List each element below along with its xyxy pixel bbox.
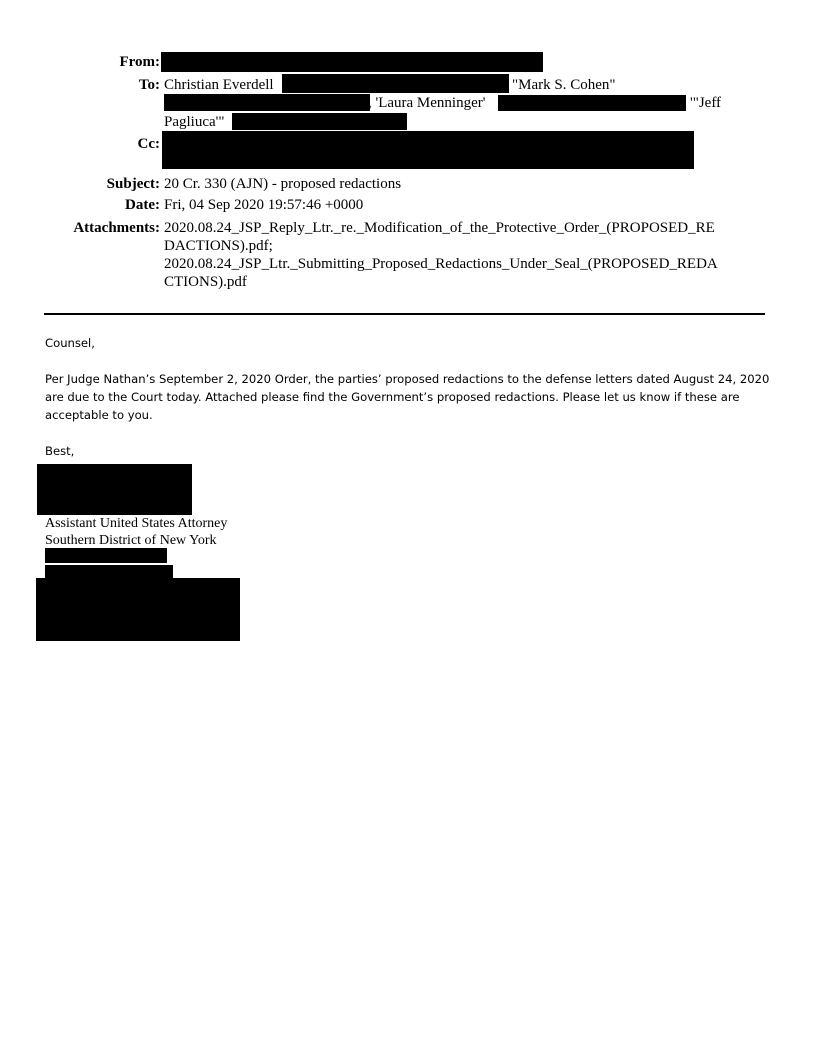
from-label: From: xyxy=(119,54,160,70)
signature-redaction-2 xyxy=(45,565,173,579)
subject-label: Subject: xyxy=(106,176,160,192)
greeting: Counsel, xyxy=(45,336,95,350)
closing: Best, xyxy=(45,444,75,458)
signature-office: Southern District of New York xyxy=(45,533,217,548)
to-recipient-4a: '"Jeff xyxy=(690,95,722,111)
signature-redaction-1 xyxy=(45,548,167,563)
date-value: Fri, 04 Sep 2020 19:57:46 +0000 xyxy=(164,197,364,213)
attachments-label: Attachments: xyxy=(73,220,160,236)
to-redaction-3 xyxy=(498,95,686,111)
to-recipient-3: , 'Laura Menninger' xyxy=(368,95,486,111)
to-recipient-4b: Pagliuca'" xyxy=(164,114,225,130)
signature-redaction-3 xyxy=(36,578,240,641)
signature-title: Assistant United States Attorney xyxy=(45,516,228,531)
header-divider xyxy=(44,313,765,315)
attachment-2-line-2: CTIONS).pdf xyxy=(164,274,247,290)
attachment-1-line-2: DACTIONS).pdf; xyxy=(164,238,273,254)
attachment-2-line-1: 2020.08.24_JSP_Ltr._Submitting_Proposed_Redactions_Under_Seal_(PROPOSED_REDA xyxy=(164,256,718,272)
to-label: To: xyxy=(138,77,160,93)
date-label: Date: xyxy=(125,197,160,213)
cc-label: Cc: xyxy=(137,136,160,152)
signature-name-redaction xyxy=(37,464,192,515)
to-redaction-2 xyxy=(164,94,370,111)
from-redaction xyxy=(161,52,543,72)
subject-value: 20 Cr. 330 (AJN) - proposed redactions xyxy=(164,176,402,192)
cc-redaction xyxy=(162,131,694,169)
to-redaction-1 xyxy=(282,74,509,93)
to-recipient-2: "Mark S. Cohen" xyxy=(512,77,616,93)
to-recipient-1: Christian Everdell xyxy=(164,77,274,93)
to-redaction-4 xyxy=(232,113,407,130)
attachment-1-line-1: 2020.08.24_JSP_Reply_Ltr._re._Modification_of_the_Protective_Order_(PROPOSED_RE xyxy=(164,220,715,236)
body-paragraph: Per Judge Nathan’s September 2, 2020 Order, the parties’ proposed redactions to the defense letters dated August 24, 2020 are due to the Court today. Attached please find the Government’s proposed redactions. Please let us know if these are acceptable to you. xyxy=(45,372,770,422)
